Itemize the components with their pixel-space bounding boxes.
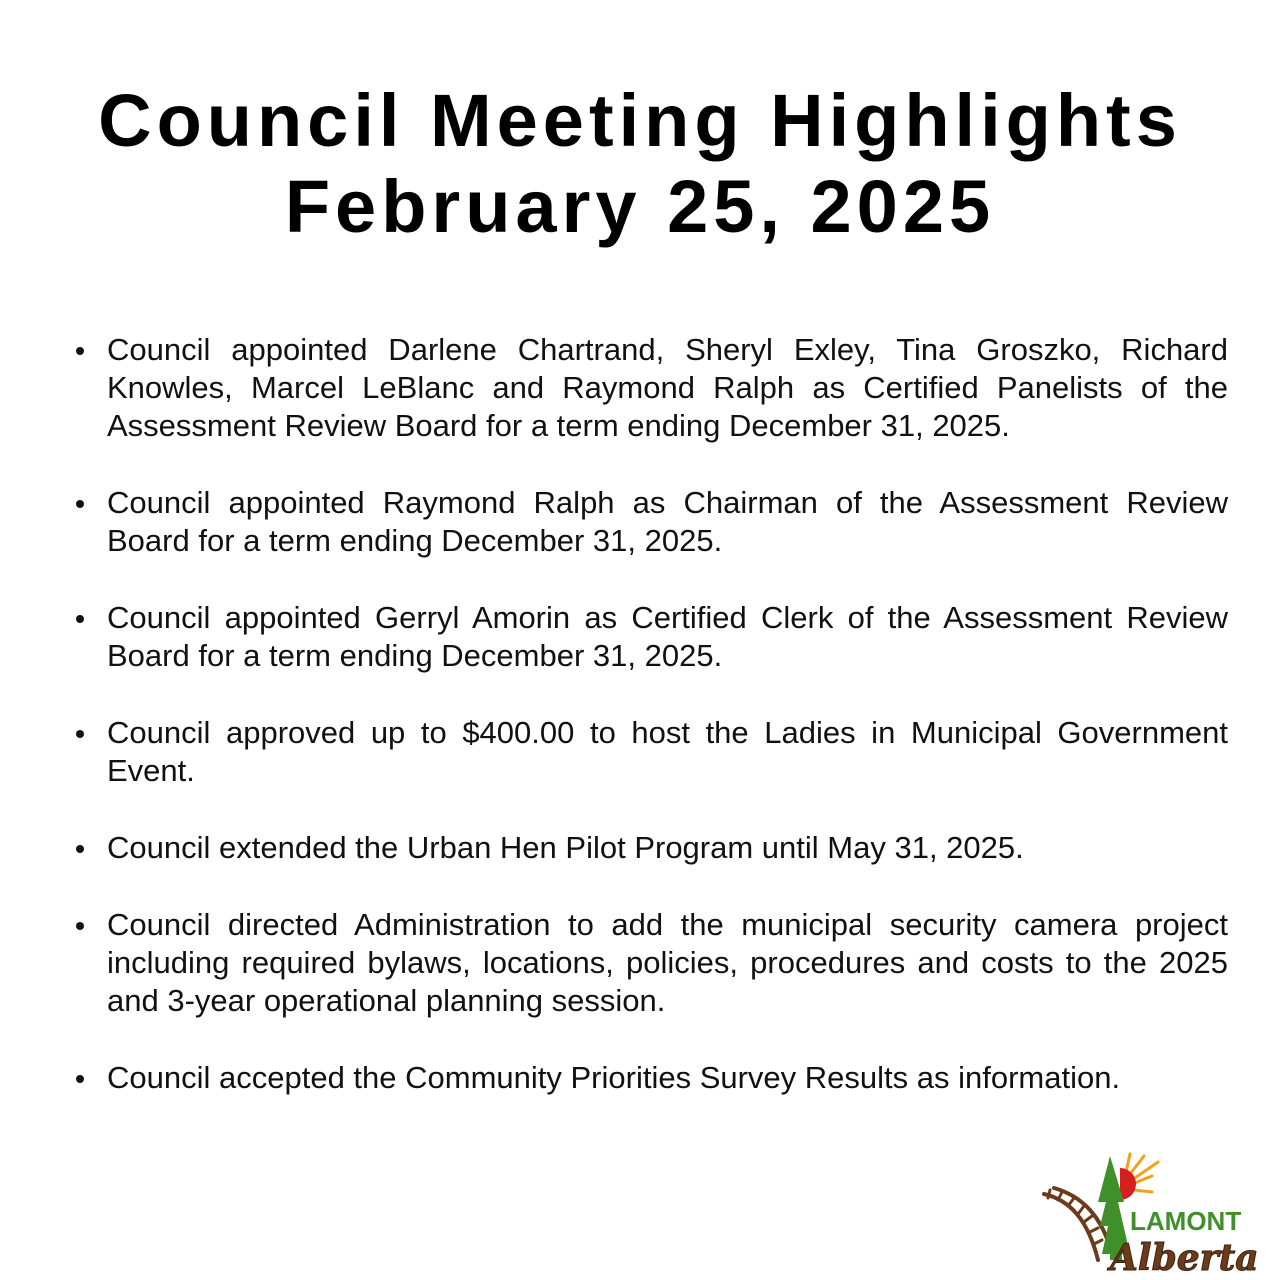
- list-item: [70, 906, 1228, 1020]
- bullet-icon: [76, 845, 84, 853]
- highlight-text: Council approved up to $400.00 to host the Ladies in Municipal Government Event.: [107, 715, 1228, 788]
- list-item: [70, 714, 1228, 790]
- bullet-icon: [76, 730, 84, 738]
- highlight-text: Council directed Administration to add the municipal security camera project including required bylaws, locations, policies, procedures and costs to the 2025 and 3-year operational planning session.: [107, 907, 1228, 1018]
- page-title: Council Meeting Highlights: [98, 79, 1182, 162]
- list-item: [70, 331, 1228, 445]
- list-item: [70, 599, 1228, 675]
- lamont-logo-icon: [1040, 1150, 1268, 1275]
- highlight-text: Council appointed Raymond Ralph as Chairman of the Assessment Review Board for a term ending December 31, 2025.: [107, 485, 1228, 558]
- list-item: [70, 484, 1228, 560]
- lamont-logo: [1040, 1150, 1268, 1275]
- bullet-icon: [76, 1075, 84, 1083]
- meeting-date: February 25, 2025: [284, 165, 996, 248]
- bullet-icon: [76, 922, 84, 930]
- svg-text:LAMONT: LAMONT: [1130, 1206, 1242, 1236]
- highlights-list: [70, 331, 1228, 1136]
- bullet-icon: [76, 500, 84, 508]
- page-header: [0, 78, 1280, 250]
- highlight-text: Council appointed Gerryl Amorin as Certified Clerk of the Assessment Review Board for a term ending December 31, 2025.: [107, 600, 1228, 673]
- list-item: [70, 829, 1228, 867]
- highlight-text: Council extended the Urban Hen Pilot Program until May 31, 2025.: [107, 830, 1024, 865]
- highlight-text: Council accepted the Community Priorities Survey Results as information.: [107, 1060, 1121, 1095]
- bullet-icon: [76, 615, 84, 623]
- bullet-icon: [76, 347, 84, 355]
- list-item: [70, 1059, 1228, 1097]
- highlight-text: Council appointed Darlene Chartrand, Sheryl Exley, Tina Groszko, Richard Knowles, Marcel LeBlanc and Raymond Ralph as Certified Panelists of the Assessment Review Board for a term ending December 31, 2025.: [107, 332, 1228, 443]
- svg-text:Alberta: Alberta: [1110, 1237, 1259, 1275]
